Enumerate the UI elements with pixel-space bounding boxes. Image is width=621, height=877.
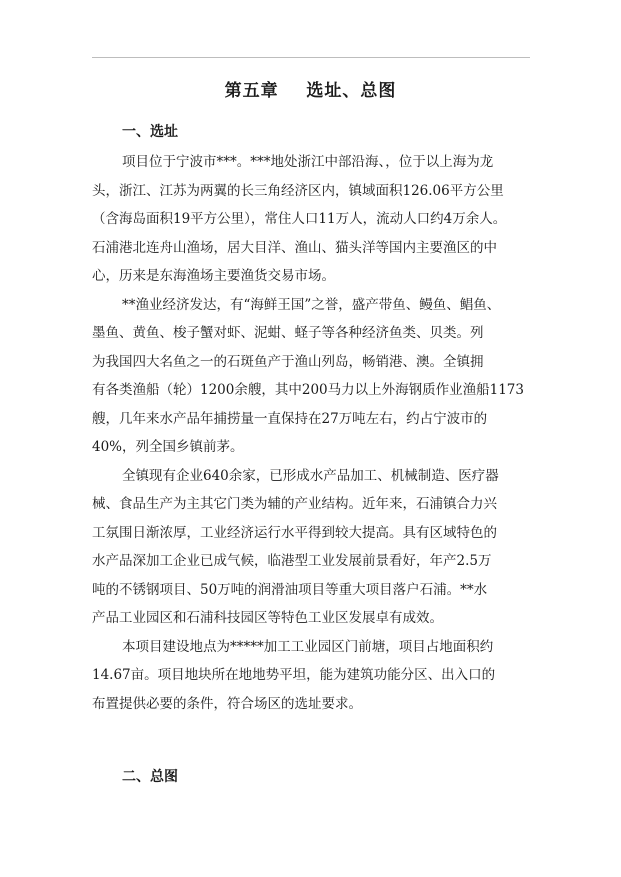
paragraph-2-line-4: 有各类渔船（轮）1200余艘，其中200马力以上外海钢质作业渔船1173 <box>92 382 524 398</box>
paragraph-4-line-1: 本项目建设地点为*****加工工业园区门前塘，项目占地面积约 <box>122 639 494 655</box>
paragraph-2-line-2: 墨鱼、黄鱼、梭子蟹对虾、泥蚶、蛏子等各种经济鱼类、贝类。列 <box>92 325 484 341</box>
section-heading-general-layout: 二、总图 <box>122 769 178 785</box>
paragraph-3-line-5: 吨的不锈钢项目、50万吨的润滑油项目等重大项目落户石浦。**水 <box>92 582 488 598</box>
page-header-rule <box>92 57 530 58</box>
paragraph-3-line-3: 工氛围日渐浓厚，工业经济运行水平得到较大提高。具有区域特色的 <box>92 525 497 541</box>
paragraph-2-line-5: 艘，几年来水产品年捕捞量一直保持在27万吨左右，约占宁波市的 <box>92 411 488 427</box>
paragraph-2-line-1: **渔业经济发达，有“海鲜王国”之誉，盛产带鱼、鳗鱼、鲳鱼、 <box>122 297 501 313</box>
paragraph-3-line-6: 产品工业园区和石浦科技园区等特色工业区发展卓有成效。 <box>92 610 443 626</box>
paragraph-1-line-2: 头，浙江、江苏为两翼的长三角经济区内，镇域面积126.06平方公里 <box>92 183 504 199</box>
paragraph-2-line-6: 40%，列全国乡镇前茅。 <box>92 439 244 455</box>
chapter-title: 第五章 选址、总图 <box>224 81 397 101</box>
paragraph-1-line-4: 石浦港北连舟山渔场，居大目洋、渔山、猫头洋等国内主要渔区的中 <box>92 240 497 256</box>
paragraph-4-line-2: 14.67亩。项目地块所在地地势平坦，能为建筑功能分区、出入口的 <box>92 667 496 683</box>
paragraph-3-line-4: 水产品深加工企业已成气候，临港型工业发展前景看好，年产2.5万 <box>92 553 492 569</box>
paragraph-2-line-3: 为我国四大名鱼之一的石斑鱼产于渔山列岛，畅销港、澳。全镇拥 <box>92 354 484 370</box>
paragraph-3-line-1: 全镇现有企业640余家，已形成水产品加工、机械制造、医疗器 <box>122 468 499 484</box>
paragraph-1-line-5: 心，历来是东海渔场主要渔货交易市场。 <box>92 268 335 284</box>
paragraph-1-line-1: 项目位于宁波市***。***地处浙江中部沿海、，位于以上海为龙 <box>122 154 494 170</box>
paragraph-1-line-3: （含海岛面积19平方公里），常住人口11万人，流动人口约4万余人。 <box>92 211 507 227</box>
paragraph-4-line-3: 布置提供必要的条件，符合场区的选址要求。 <box>92 696 362 712</box>
section-heading-site-selection: 一、选址 <box>122 124 178 140</box>
paragraph-3-line-2: 械、食品生产为主其它门类为辅的产业结构。近年来，石浦镇合力兴 <box>92 496 497 512</box>
